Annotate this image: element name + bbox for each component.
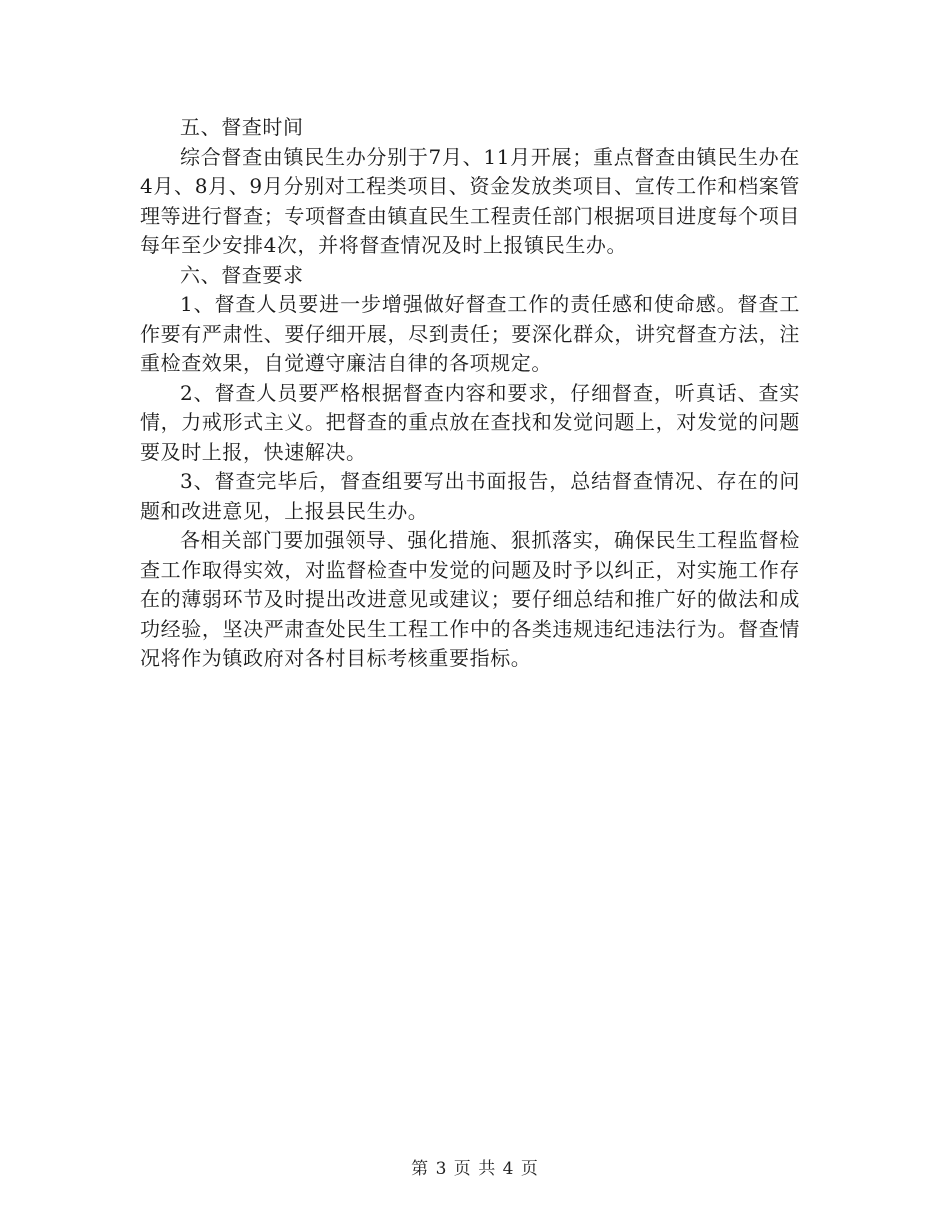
paragraph-requirement-2: 2、督查人员要严格根据督查内容和要求，仔细督查，听真话、查实情，力戒形式主义。把督查的重点放在查找和发觉问题上，对发觉的问题要及时上报，快速解决。 xyxy=(140,380,800,464)
paragraph-requirement-3: 3、督查完毕后，督查组要写出书面报告，总结督查情况、存在的问题和改进意见，上报县民生办。 xyxy=(140,469,800,523)
section-heading-time: 五、督查时间 xyxy=(180,115,304,139)
paragraph-closing: 各相关部门要加强领导、强化措施、狠抓落实，确保民生工程监督检查工作取得实效，对监督检查中发觉的问题及时予以纠正，对实施工作存在的薄弱环节及时提出改进意见或建议；要仔细总结和推广好的做法和成功经验，坚决严肃查处民生工程工作中的各类违规违纪违法行为。督查情况将作为镇政府对各村目标考核重要指标。 xyxy=(140,528,800,670)
document-body xyxy=(140,113,800,674)
paragraph-requirement-1: 1、督查人员要进一步增强做好督查工作的责任感和使命感。督查工作要有严肃性、要仔细开展，尽到责任；要深化群众，讲究督查方法，注重检查效果，自觉遵守廉洁自律的各项规定。 xyxy=(140,292,800,375)
paragraph-time-details: 综合督查由镇民生办分别于7月、11月开展；重点督查由镇民生办在4月、8月、9月分别对工程类项目、资金发放类项目、宣传工作和档案管理等进行督查；专项督查由镇直民生工程责任部门根据项目进度每个项目每年至少安排4次，并将督查情况及时上报镇民生办。 xyxy=(140,144,800,257)
page-footer: 第 3 页 共 4 页 xyxy=(411,1159,539,1179)
section-heading-requirements: 六、督查要求 xyxy=(180,262,304,287)
